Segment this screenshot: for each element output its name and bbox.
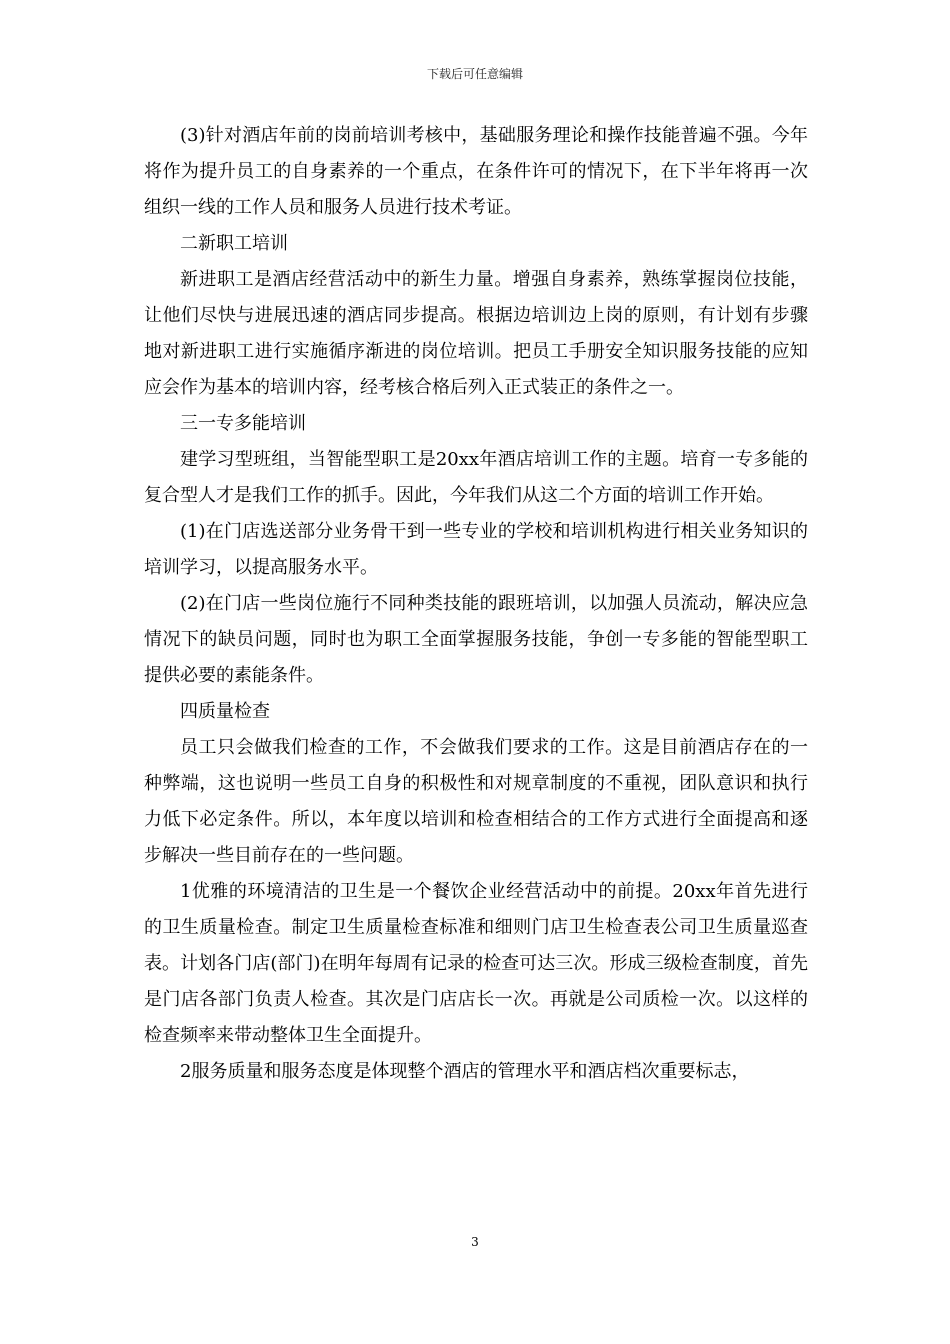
paragraph-item-2: (2)在门店一些岗位施行不同种类技能的跟班培训，以加强人员流动，解决应急情况下的缺员问题，同时也为职工全面掌握服务技能，争创一专多能的智能型职工提供必要的素能条件。 <box>144 593 808 686</box>
page-number: 3 <box>471 1235 479 1249</box>
paragraph-item-1: (1)在门店选送部分业务骨干到一些专业的学校和培训机构进行相关业务知识的培训学习，以提高服务水平。 <box>144 521 808 578</box>
paragraph-learning-team: 建学习型班组，当智能型职工是20xx年酒店培训工作的主题。培育一专多能的复合型人才是我们工作的抓手。因此，今年我们从这二个方面的培训工作开始。 <box>144 449 808 506</box>
page-header: 下载后可任意编辑 <box>426 67 523 81</box>
section-heading-new-staff-training: 二新职工培训 <box>180 233 288 254</box>
paragraph-training-item-3: (3)针对酒店年前的岗前培训考核中，基础服务理论和操作技能普遍不强。今年将作为提升员工的自身素养的一个重点，在条件许可的情况下，在下半年将再一次组织一线的工作人员和服务人员进行技术考证。 <box>144 125 808 218</box>
paragraph-service-quality: 2服务质量和服务态度是体现整个酒店的管理水平和酒店档次重要标志， <box>180 1061 750 1082</box>
document-body <box>144 118 808 1090</box>
paragraph-new-staff: 新进职工是酒店经营活动中的新生力量。增强自身素养，熟练掌握岗位技能，让他们尽快与进展迅速的酒店同步提高。根据边培训边上岗的原则，有计划有步骤地对新进职工进行实施循序渐进的岗位培训。把员工手册安全知识服务技能的应知应会作为基本的培训内容，经考核合格后列入正式装正的条件之一。 <box>144 269 808 398</box>
section-heading-multi-skill-training: 三一专多能培训 <box>180 413 306 434</box>
paragraph-staff-check: 员工只会做我们检查的工作，不会做我们要求的工作。这是目前酒店存在的一种弊端，这也说明一些员工自身的积极性和对规章制度的不重视，团队意识和执行力低下必定条件。所以，本年度以培训和检查相结合的工作方式进行全面提高和逐步解决一些目前存在的一些问题。 <box>144 737 808 866</box>
paragraph-hygiene: 1优雅的环境清洁的卫生是一个餐饮企业经营活动中的前提。20xx年首先进行的卫生质量检查。制定卫生质量检查标准和细则门店卫生检查表公司卫生质量巡查表。计划各门店(部门)在明年每周有记录的检查可达三次。形成三级检查制度，首先是门店各部门负责人检查。其次是门店店长一次。再就是公司质检一次。以这样的检查频率来带动整体卫生全面提升。 <box>144 881 808 1046</box>
section-heading-quality-check: 四质量检查 <box>180 701 270 722</box>
